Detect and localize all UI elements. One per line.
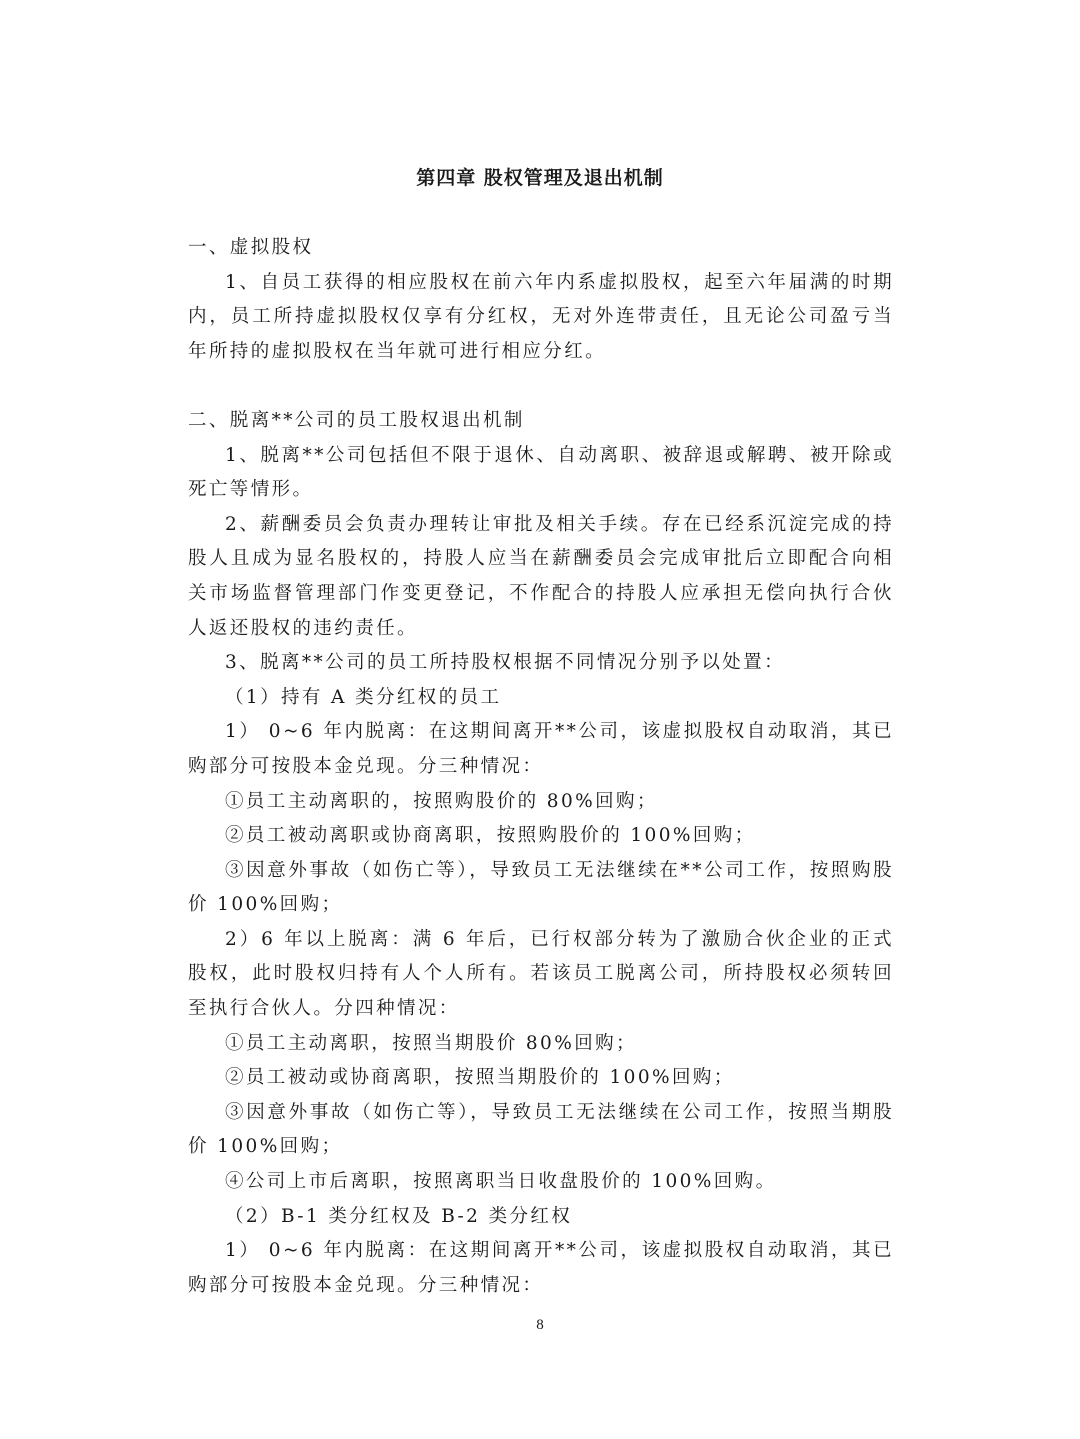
subheading-class-a: （1）持有 A 类分红权的员工: [225, 686, 502, 708]
paragraph: 1、脱离**公司包括但不限于退休、自动离职、被辞退或解聘、被开除或死亡等情形。: [188, 444, 894, 501]
section-heading-virtual-equity: 一、虚拟股权: [188, 237, 314, 258]
paragraph-gap: [188, 369, 894, 404]
page-number: 8: [536, 1317, 544, 1333]
paragraph: 3、脱离**公司的员工所持股权根据不同情况分别予以处置：: [225, 652, 785, 674]
paragraph: 1、自员工获得的相应股权在前六年内系虚拟股权，起至六年届满的时期内，员工所持虚拟股权仅享有分红权，无对外连带责任，且无论公司盈亏当年所持的虚拟股权在当年就可进行相应分红。: [188, 271, 894, 362]
list-item: ④公司上市后离职，按照离职当日收盘股价的 100%回购。: [225, 1171, 777, 1193]
list-item: ①员工主动离职，按照当期股价 80%回购；: [225, 1032, 637, 1054]
list-item: ③因意外事故（如伤亡等），导致员工无法继续在**公司工作，按照购股价 100%回购；: [188, 859, 894, 916]
list-item: ②员工被动或协商离职，按照当期股价的 100%回购；: [225, 1067, 735, 1089]
chapter-title: 第四章 股权管理及退出机制: [416, 167, 664, 189]
list-item: ①员工主动离职的，按照购股价的 80%回购；: [225, 790, 658, 812]
paragraph: 2、薪酬委员会负责办理转让审批及相关手续。存在已经系沉淀完成的持股人且成为显名股权的，持股人应当在薪酬委员会完成审批后立即配合向相关市场监督管理部门作变更登记，不作配合的持股人应承担无偿向执行合伙人返还股权的违约责任。: [188, 513, 894, 639]
section-heading-exit-mechanism: 二、脱离**公司的员工股权退出机制: [188, 409, 525, 431]
list-item: ②员工被动离职或协商离职，按照购股价的 100%回购；: [225, 825, 756, 847]
subheading-class-b: （2）B-1 类分红权及 B-2 类分红权: [225, 1205, 573, 1227]
paragraph: 1） 0~6 年内脱离：在这期间离开**公司，该虚拟股权自动取消，其已购部分可按股本金兑现。分三种情况：: [188, 721, 894, 777]
paragraph: 2）6 年以上脱离：满 6 年后，已行权部分转为了激励合伙企业的正式股权，此时股权归持有人个人所有。若该员工脱离公司，所持股权必须转回至执行合伙人。分四种情况：: [188, 928, 894, 1020]
list-item: ③因意外事故（如伤亡等），导致员工无法继续在公司工作，按照当期股价 100%回购；: [188, 1101, 894, 1158]
document-body: [188, 231, 894, 1303]
paragraph: 1） 0~6 年内脱离：在这期间离开**公司，该虚拟股权自动取消，其已购部分可按股本金兑现。分三种情况：: [188, 1240, 894, 1296]
